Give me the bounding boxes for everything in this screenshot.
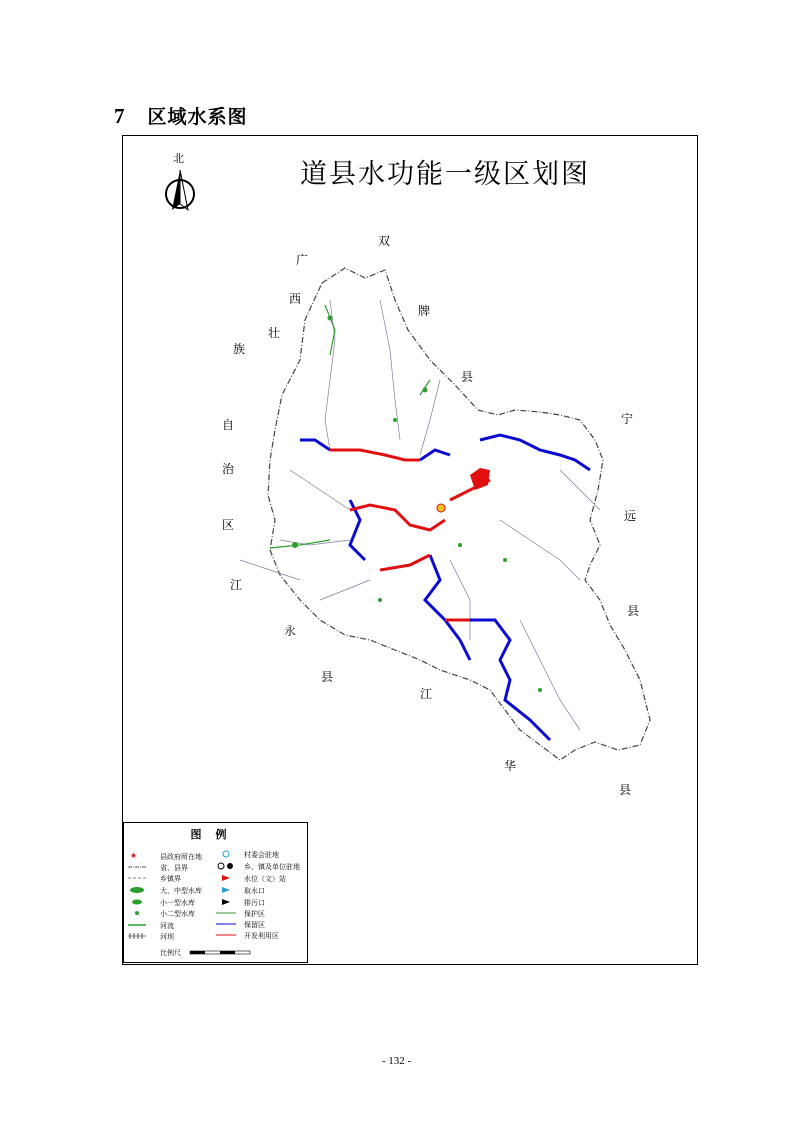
village-icon (223, 851, 229, 857)
legend-item: 小一型水库 (160, 899, 195, 907)
outfall-icon (222, 899, 230, 905)
legend-item: 保留区 (244, 921, 265, 929)
border-label-jianghua-1: 江 (420, 687, 433, 701)
border-label-yongjiang-2: 永 (284, 624, 297, 638)
legend-item: 乡镇界 (160, 875, 181, 883)
development-zone-wide (470, 468, 490, 490)
page-number: - 132 - (381, 1055, 412, 1067)
map-title: 道县水功能一级区划图 (300, 159, 590, 190)
border-label-guangxi-7: 区 (222, 518, 235, 532)
legend-item: 比例尺 (160, 949, 181, 957)
north-label: 北 (173, 152, 184, 165)
river-network (240, 300, 600, 730)
border-label-shuangpai-1: 双 (378, 234, 391, 248)
legend-title: 图例 (190, 828, 241, 841)
border-label-ningyuan-2: 远 (624, 509, 637, 523)
legend-item: 排污口 (244, 899, 265, 907)
legend-item: 保护区 (244, 910, 265, 918)
legend-item: 河坝 (160, 933, 174, 941)
border-label-shuangpai-3: 县 (461, 370, 474, 384)
small-reservoir-2-icon (135, 911, 139, 915)
section-number: 7 (114, 104, 126, 128)
large-reservoir-icon (130, 887, 144, 893)
legend-item: 开发利用区 (244, 932, 279, 940)
legend-item: 省、县界 (160, 864, 188, 872)
county-boundary (268, 268, 650, 760)
star-icon: ★ (130, 851, 138, 860)
hydro-station-icon (222, 875, 230, 881)
town-icon (218, 863, 224, 869)
border-label-jianghua-2: 华 (504, 759, 517, 773)
border-label-jianghua-3: 县 (619, 783, 632, 797)
reserve-zones (300, 435, 590, 740)
legend-item: 水位（文）站 (244, 875, 286, 883)
border-label-guangxi-6: 治 (222, 462, 235, 476)
legend-item: 乡、镇及单位驻地 (244, 863, 300, 871)
border-label-ningyuan-3: 县 (627, 604, 640, 618)
border-label-shuangpai-2: 牌 (418, 304, 431, 318)
border-label-guangxi-3: 壮 (268, 326, 281, 340)
border-label-guangxi-1: 广 (296, 253, 309, 267)
legend-symbols (124, 823, 307, 962)
border-label-yongjiang-3: 县 (321, 670, 334, 684)
border-label-guangxi-4: 族 (233, 342, 246, 356)
small-reservoir-1-icon (132, 900, 142, 905)
border-label-guangxi-2: 西 (289, 292, 302, 306)
legend-item: 取水口 (244, 887, 265, 895)
legend-item: 县政府所在地 (160, 853, 202, 861)
legend-item: 河流 (160, 922, 174, 930)
legend-item: 大、中型水库 (160, 887, 202, 895)
map-legend (123, 822, 308, 963)
section-heading (114, 102, 248, 129)
north-arrow-icon (160, 150, 200, 230)
border-label-yongjiang-1: 江 (230, 578, 243, 592)
water-intake-icon (222, 887, 230, 893)
reservoirs (292, 316, 542, 693)
section-title: 区域水系图 (147, 106, 248, 128)
border-label-ningyuan-1: 宁 (621, 412, 634, 426)
protection-zones (270, 305, 430, 548)
border-label-guangxi-5: 自 (222, 418, 235, 432)
legend-item: 小二型水库 (160, 910, 195, 918)
county-seat-marker (437, 504, 445, 512)
legend-item: 村委会驻地 (244, 851, 279, 859)
